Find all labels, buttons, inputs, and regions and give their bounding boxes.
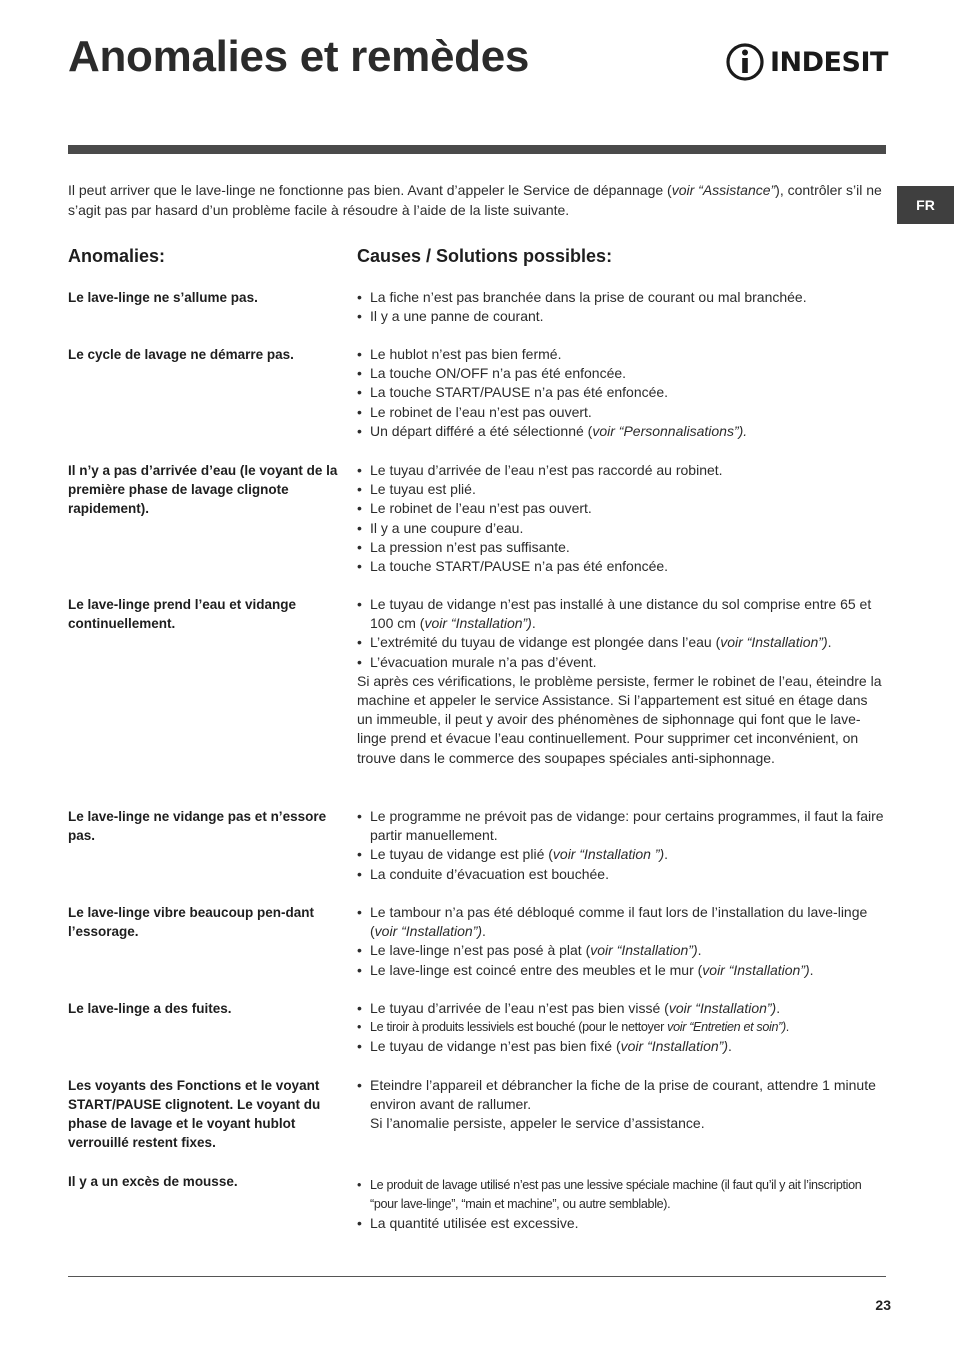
solution-item: • Le tambour n’a pas été débloqué comme il faut lors de l’installation du lave-linge (voir “Installation”). [357,903,886,941]
intro-text-end: ), contrôler s’il ne s’agit pas par hasard d’un problème facile à résoudre à l’aide de la liste suivante. [68,182,882,218]
intro-reference: voir “Assistance” [671,182,776,198]
solution-item: • Le tuyau d’arrivée de l’eau n’est pas bien vissé (voir “Installation”). [357,999,886,1018]
top-divider [68,145,886,154]
solution-list [357,288,886,345]
troubleshooting-row [68,288,886,345]
troubleshooting-row [68,999,886,1076]
solution-item: • Le tuyau d’arrivée de l’eau n’est pas raccordé au robinet. [357,461,886,480]
solution-item: • Le tiroir à produits lessiviels est bouché (pour le nettoyer voir “Entretien et soin”). [357,1018,886,1037]
solution-item: • Le produit de lavage utilisé n’est pas une lessive spéciale machine (il faut qu’il y ait l’inscription “pour lave-linge”, “main et machine”, ou autre semblable). [357,1176,886,1214]
solution-item: • Le lave-linge n’est pas posé à plat (voir “Installation”). [357,941,886,960]
solution-list [357,807,886,903]
problem-label: Le lave-linge ne vidange pas et n’essore pas. [68,809,327,843]
solution-list [357,345,886,461]
solution-item: • Le tuyau de vidange est plié (voir “Installation ”). [357,845,886,864]
brand-logo-mark-icon [726,41,764,83]
problem-label: Les voyants des Fonctions et le voyant START/PAUSE clignotent. Le voyant du phase de lavage et le voyant hublot verrouillé restent fixes. [68,1078,321,1150]
causes-heading: Causes / Solutions possibles: [357,246,613,266]
solution-item: • La conduite d’évacuation est bouchée. [357,865,886,884]
solution-item: • Eteindre l’appareil et débrancher la fiche de la prise de courant, attendre 1 minute environ avant de rallumer. [357,1076,886,1114]
troubleshooting-row [68,461,886,595]
solution-item: • La pression n’est pas suffisante. [357,538,886,557]
troubleshooting-table [68,288,886,1232]
solution-item: • Le tuyau de vidange n’est pas bien fixé (voir “Installation”). [357,1037,886,1056]
solution-note: Si après ces vérifications, le problème persiste, fermer le robinet de l’eau, éteindre la machine et appeler le service Assistance. Si l’appartement est situé en étage dans un immeuble, il peut y avoir des phénomènes de siphonnage qui font que le lave-linge prend et évacue l’eau continuellement. Pour supprimer cet inconvénient, on trouve dans le commerce des soupapes spéciales anti-siphonnage. [357,672,882,766]
problem-label: Le lave-linge ne s’allume pas. [68,290,258,305]
solution-item: • La touche START/PAUSE n’a pas été enfoncée. [357,557,886,576]
language-tab: FR [897,186,954,224]
page-number: 23 [875,1297,891,1313]
troubleshooting-row [68,595,886,807]
troubleshooting-row [68,807,886,903]
solution-note: Si l’anomalie persiste, appeler le service d’assistance. [370,1115,705,1132]
brand-logo [726,40,888,84]
solution-item: • Le programme ne prévoit pas de vidange: pour certains programmes, il faut la faire partir manuellement. [357,807,886,845]
solution-item: • L’évacuation murale n’a pas d’évent. [357,653,886,672]
problem-label: Il y a un excès de mousse. [68,1174,238,1189]
solution-item: • L’extrémité du tuyau de vidange est plongée dans l’eau (voir “Installation”). [357,633,886,652]
solution-item: • La touche START/PAUSE n’a pas été enfoncée. [357,383,886,402]
problem-label: Le cycle de lavage ne démarre pas. [68,347,294,362]
solution-list [357,1172,886,1232]
solution-item: • Le robinet de l’eau n’est pas ouvert. [357,403,886,422]
anomalies-heading: Anomalies: [68,246,166,266]
intro-text: Il peut arriver que le lave-linge ne fonctionne pas bien. Avant d’appeler le Service de dépannage ( [68,182,672,198]
solution-item: • Il y a une coupure d’eau. [357,519,886,538]
bottom-divider [68,1276,886,1277]
solution-list [357,461,886,595]
troubleshooting-row [68,903,886,999]
problem-label: Le lave-linge a des fuites. [68,1001,232,1016]
solution-item: • Le tuyau est plié. [357,480,886,499]
solution-item: • Il y a une panne de courant. [357,307,886,326]
solution-item: • La fiche n’est pas branchée dans la prise de courant ou mal branchée. [357,288,886,307]
solution-list [357,1076,886,1172]
brand-logo-text: INDESIT [770,46,888,78]
solution-list [357,903,886,999]
intro-paragraph [68,180,886,220]
solution-list [357,999,886,1076]
solution-item: • Le robinet de l’eau n’est pas ouvert. [357,499,886,518]
solution-item: • Le hublot n’est pas bien fermé. [357,345,886,364]
troubleshooting-row [68,345,886,461]
solution-list [357,595,886,807]
problem-label: Il n’y a pas d’arrivée d’eau (le voyant de la première phase de lavage clignote rapidement). [68,463,338,516]
solution-item: • Un départ différé a été sélectionné (voir “Personnalisations”). [357,422,886,441]
solution-item: • Le lave-linge est coincé entre des meubles et le mur (voir “Installation”). [357,961,886,980]
troubleshooting-row [68,1076,886,1172]
problem-label: Le lave-linge prend l’eau et vidange continuellement. [68,597,297,631]
solution-item: • La touche ON/OFF n’a pas été enfoncée. [357,364,886,383]
solution-item: • La quantité utilisée est excessive. [357,1214,886,1233]
troubleshooting-row [68,1172,886,1232]
solution-item: • Le tuyau de vidange n’est pas installé à une distance du sol comprise entre 65 et 100 cm (voir “Installation”). [357,595,886,633]
problem-label: Le lave-linge vibre beaucoup pen-dant l’essorage. [68,905,315,939]
page-title: Anomalies et remèdes [68,32,530,81]
